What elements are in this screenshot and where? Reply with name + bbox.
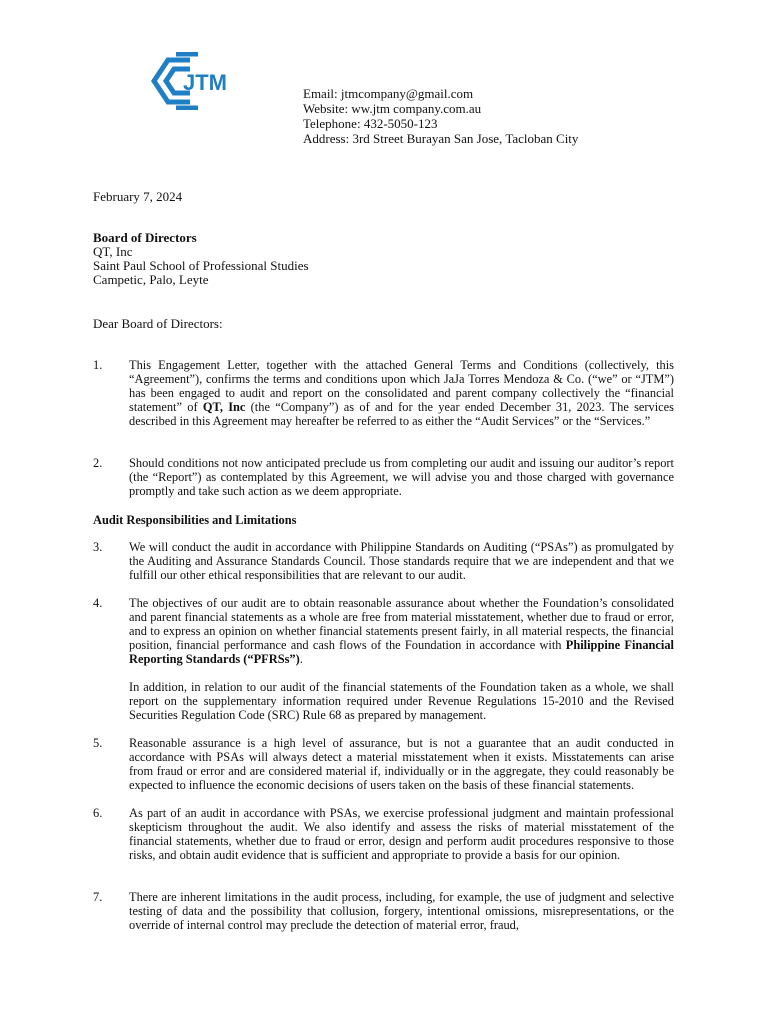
recipient-title: Board of Directors — [93, 230, 197, 245]
recipient-line: Campetic, Palo, Leyte — [93, 272, 209, 287]
logo-text: JTM — [183, 70, 227, 95]
letter-date: February 7, 2024 — [93, 189, 183, 204]
paragraph-text: Reasonable assurance is a high level of assurance, but is not a guarantee that an audit conducted in accordance with PSAs will always detect a material misstatement when it exists. Misstatements can arise from fraud or error and are considered material if, individually or in the aggregate, they could reasonably be expected to influence the economic decisions of users taken on the basis of these financial statements. — [129, 736, 674, 792]
telephone-line: Telephone: 432-5050-123 — [303, 116, 438, 131]
recipient-line: QT, Inc — [93, 244, 133, 259]
paragraph-text: There are inherent limitations in the audit process, including, for example, the use of judgment and selective testing of data and the possibility that collusion, forgery, intentional omissions, misrepresentations, or the override of internal control may preclude the detection of material error, fraud, — [129, 890, 674, 932]
paragraph-text: This Engagement Letter, together with the attached General Terms and Conditions (collectively, this “Agreement”), confirms the terms and conditions upon which JaJa Torres Mendoza & Co. (“we” or “JTM”) has been engaged to audit and report on the consolidated and parent company collectively the “financial statement” of QT, Inc (the “Company”) as of and for the year ended December 31, 2023. The services described in this Agreement may hereafter be referred to as either the “Audit Services” or the “Services.” — [129, 358, 674, 428]
paragraph-text: Should conditions not now anticipated preclude us from completing our audit and issuing our auditor’s report (the “Report”) as contemplated by this Agreement, we will advise you and those charged with governance promptly and take such action as we deem appropriate. — [129, 456, 674, 498]
salutation: Dear Board of Directors: — [93, 316, 223, 331]
paragraph-text: In addition, in relation to our audit of the financial statements of the Foundation taken as a whole, we shall report on the supplementary information required under Revenue Regulations 15-2010 and the Revised Securities Regulation Code (SRC) Rule 68 as prepared by management. — [129, 680, 674, 722]
paragraph-text: We will conduct the audit in accordance with Philippine Standards on Auditing (“PSAs”) as promulgated by the Auditing and Assurance Standards Council. Those standards require that we are independent and that we fulfill our other ethical responsibilities that are relevant to our audit. — [129, 540, 674, 582]
paragraph-number: 4. — [93, 596, 103, 610]
recipient-block — [93, 231, 309, 287]
paragraph-number: 5. — [93, 736, 103, 750]
paragraph-5 — [93, 736, 674, 792]
paragraph-number: 2. — [93, 456, 103, 470]
paragraph-text: The objectives of our audit are to obtain reasonable assurance about whether the Foundation’s consolidated and parent financial statements as a whole are free from material misstatement, whether due to fraud or error, and to express an opinion on whether financial statements present fairly, in all material respects, the financial position, financial performance and cash flows of the Foundation in accordance with Philippine Financial Reporting Standards (“PFRSs”). — [129, 596, 674, 666]
paragraph-number: 3. — [93, 540, 103, 554]
paragraph-1 — [93, 358, 674, 428]
paragraph-3 — [93, 540, 674, 582]
website-line: Website: ww.jtm company.com.au — [303, 101, 482, 116]
paragraph-7 — [93, 890, 674, 932]
paragraph-number: 6. — [93, 806, 103, 820]
recipient-line: Saint Paul School of Professional Studies — [93, 258, 309, 273]
paragraph-4 — [93, 596, 674, 666]
email-line: Email: jtmcompany@gmail.com — [303, 86, 474, 101]
paragraph-6 — [93, 806, 674, 862]
address-line: Address: 3rd Street Burayan San Jose, Tacloban City — [303, 131, 579, 146]
paragraph-2 — [93, 456, 674, 498]
paragraph-number: 7. — [93, 890, 103, 904]
paragraph-4-continued — [93, 680, 674, 722]
jtm-logo — [150, 52, 250, 110]
paragraph-text: As part of an audit in accordance with PSAs, we exercise professional judgment and maintain professional skepticism throughout the audit. We also identify and assess the risks of material misstatement of the financial statements, whether due to fraud or error, design and perform audit procedures responsive to those risks, and obtain audit evidence that is sufficient and appropriate to provide a basis for our opinion. — [129, 806, 674, 862]
section-heading: Audit Responsibilities and Limitations — [93, 513, 297, 527]
contact-info — [303, 86, 578, 146]
paragraph-number: 1. — [93, 358, 103, 372]
